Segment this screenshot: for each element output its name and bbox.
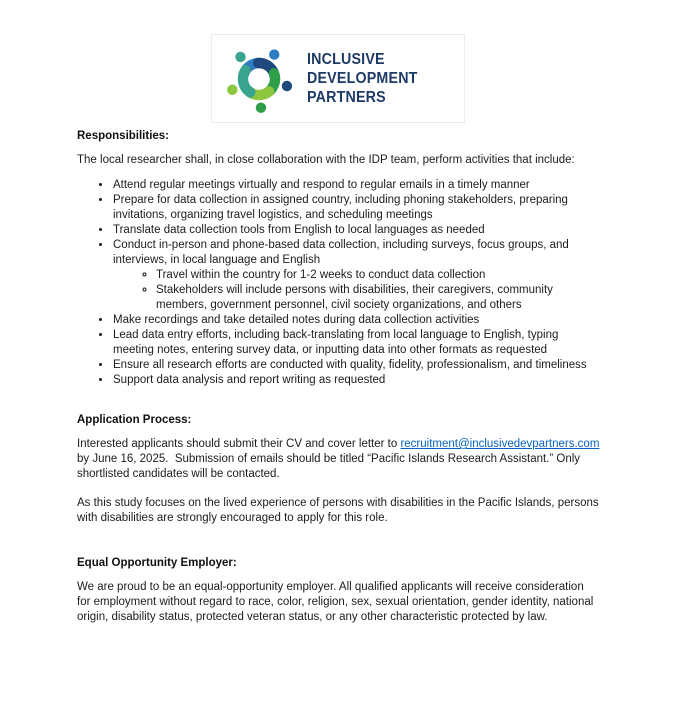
logo-wordmark-line1: INCLUSIVE	[306, 51, 385, 68]
logo	[211, 34, 465, 123]
disability-encouragement-paragraph: As this study focuses on the lived experience of persons with disabilities in the Pacific Islands, persons with disabilities are strongly encouraged to apply for this role.	[77, 497, 599, 524]
equal-opportunity-paragraph: We are proud to be an equal-opportunity employer. All qualified applicants will receive consideration for employment without regard to race, color, religion, sex, sexual orientation, gender identity, national origin, disability status, protected veteran status, or any other characteristic protected by law.	[77, 581, 594, 623]
logo-figure-blue-head	[269, 49, 279, 59]
idp-logo-mark	[219, 39, 299, 119]
recruitment-email-link[interactable]: recruitment@inclusivedevpartners.com	[400, 438, 600, 450]
responsibilities-intro: The local researcher shall, in close collaboration with the IDP team, perform activities that include:	[77, 154, 575, 166]
document-content	[77, 123, 603, 625]
application-text-after-link: by June 16, 2025. Submission of emails should be titled “Pacific Islands Research Assistant.” Only shortlisted candidates will be contacted.	[77, 438, 603, 480]
sub-bullet-item: ◦ Stakeholders will include persons with disabilities, their caregivers, community members, government personnel, civil society organizations, and others	[156, 283, 600, 313]
responsibilities-heading: Responsibilities:	[77, 130, 170, 142]
bullet-item: • Support data analysis and report writing as requested	[112, 373, 600, 388]
logo-wordmark	[307, 50, 418, 107]
bullet-item: • Attend regular meetings virtually and respond to regular emails in a timely manner	[112, 178, 600, 193]
bullet-item: • Translate data collection tools from English to local languages as needed	[112, 223, 600, 238]
bullet-item: • Prepare for data collection in assigned country, including phoning stakeholders, preparing invitations, organizing travel logistics, and scheduling meetings	[112, 193, 600, 223]
logo-figure-navy-head	[280, 79, 293, 92]
logo-figure-teal-body	[239, 70, 256, 92]
application-process-paragraph	[77, 437, 603, 482]
logo-figure-teal-head	[233, 50, 246, 63]
sub-bullet-item: ◦ Travel within the country for 1-2 weeks to conduct data collection	[156, 268, 600, 283]
logo-figure-lime-head	[225, 82, 240, 97]
bullet-item-text: Conduct in-person and phone-based data collection, including surveys, focus groups, and interviews, in local language and English	[113, 239, 569, 266]
bullet-item	[112, 238, 600, 313]
bullet-item: • Make recordings and take detailed notes during data collection activities	[112, 313, 600, 328]
logo-wordmark-line3: PARTNERS	[306, 89, 386, 106]
logo-figure-green-head	[253, 100, 268, 115]
sub-bullet-list	[113, 268, 600, 313]
equal-opportunity-heading: Equal Opportunity Employer:	[77, 557, 237, 569]
application-text-before-link: Interested applicants should submit their CV and cover letter to	[77, 438, 401, 450]
bullet-item: • Lead data entry efforts, including back-translating from local language to English, typing meeting notes, entering survey data, or inputting data into other formats as requested	[112, 328, 600, 358]
responsibilities-list	[77, 178, 600, 388]
logo-wordmark-line2: DEVELOPMENT	[306, 70, 418, 87]
application-process-heading: Application Process:	[77, 414, 192, 426]
bullet-item: • Ensure all research efforts are conducted with quality, fidelity, professionalism, and timeliness	[112, 358, 600, 373]
